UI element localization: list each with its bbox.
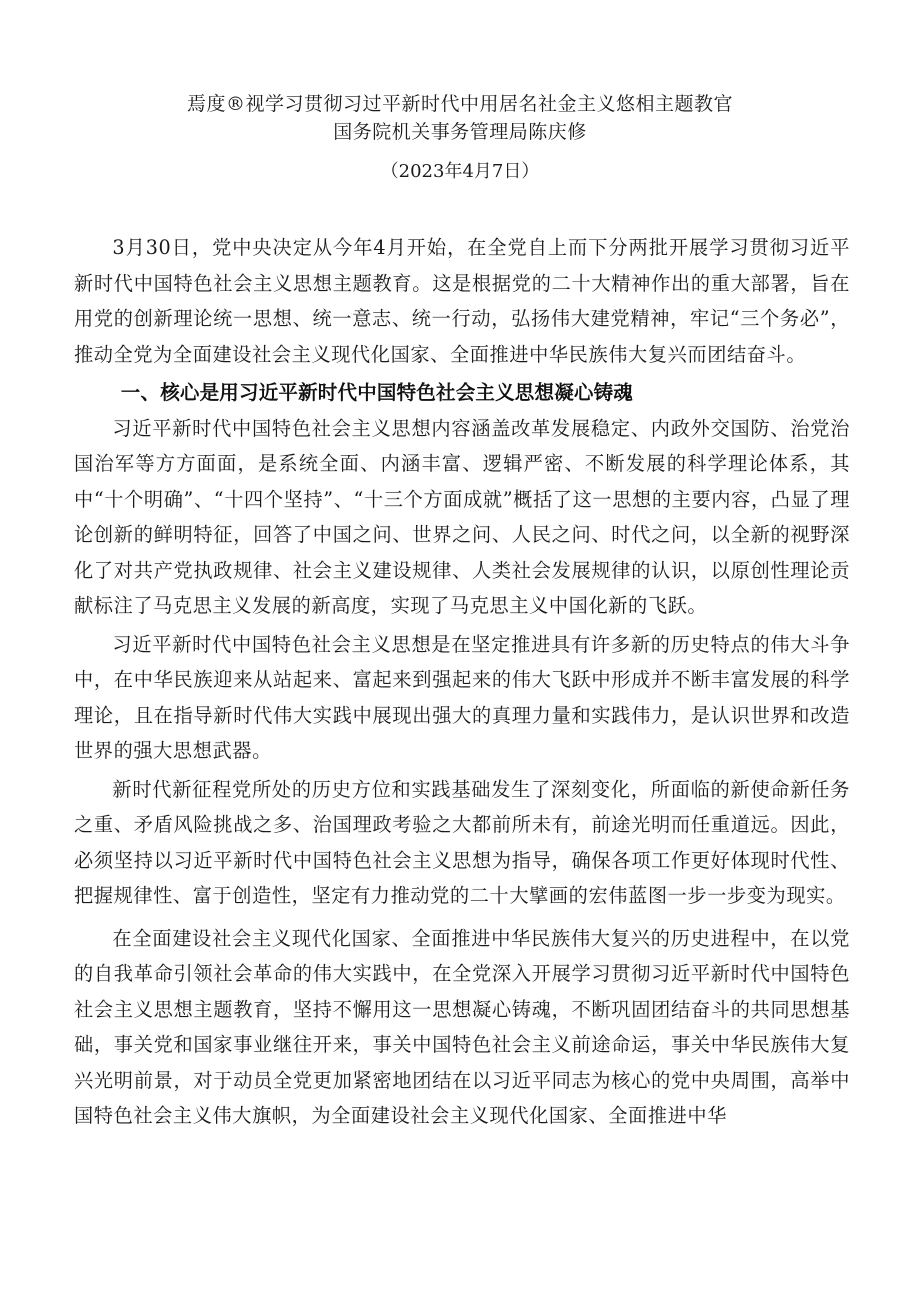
document-date: （2023年4月7日） xyxy=(380,161,540,182)
body-paragraph: 新时代新征程党所处的历史方位和实践基础发生了深刻变化，所面临的新使命新任务之重、矛盾风险挑战之多、治国理政考验之大都前所未有，前途光明而任重道远。因此，必须坚持以习近平新时代中国特色社会主义思想为指导，确保各项工作更好体现时代性、把握规律性、富于创造性，坚定有力推动党的二十大擘画的宏伟蓝图一步一步变为现实。 xyxy=(74,777,850,907)
document-author: 国务院机关事务管理局陈庆修 xyxy=(333,121,587,143)
body-paragraph: 在全面建设社会主义现代化国家、全面推进中华民族伟大复兴的历史进程中，在以党的自我革命引领社会革命的伟大实践中，在全党深入开展学习贯彻习近平新时代中国特色社会主义思想主题教育，坚持不懈用这一思想凝心铸魂，不断巩固团结奋斗的共同思想基础，事关党和国家事业继往开来，事关中国特色社会主义前途命运，事关中华民族伟大复兴光明前景，对于动员全党更加紧密地团结在以习近平同志为核心的党中央周围，高举中国特色社会主义伟大旗帜，为全面建设社会主义现代化国家、全面推进中华 xyxy=(74,926,850,1127)
section-heading: 一、核心是用习近平新时代中国特色社会主义思想凝心铸魂 xyxy=(120,381,633,404)
document-title: 焉度®视学习贯彻习过平新时代中用居名社金主义悠相主题教官 xyxy=(186,93,733,115)
body-paragraph: 习近平新时代中国特色社会主义思想内容涵盖改革发展稳定、内政外交国防、治党治国治军等方方面面，是系统全面、内涵丰富、逻辑严密、不断发展的科学理论体系，其中“十个明确”、“十四个坚持”、“十三个方面成就”概括了这一思想的主要内容，凸显了理论创新的鲜明特征，回答了中国之问、世界之问、人民之问、时代之问，以全新的视野深化了对共产党执政规律、社会主义建设规律、人类社会发展规律的认识，以原创性理论贡献标注了马克思主义发展的新高度，实现了马克思主义中国化新的飞跃。 xyxy=(74,416,850,617)
body-paragraph: 习近平新时代中国特色社会主义思想是在坚定推进具有许多新的历史特点的伟大斗争中，在中华民族迎来从站起来、富起来到强起来的伟大飞跃中形成并不断丰富发展的科学理论，且在指导新时代伟大实践中展现出强大的真理力量和实践伟力，是认识世界和改造世界的强大思想武器。 xyxy=(74,632,850,762)
document-body xyxy=(74,230,850,1134)
intro-paragraph: 3月30日，党中央决定从今年4月开始，在全党自上而下分两批开展学习贯彻习近平新时代中国特色社会主义思想主题教育。这是根据党的二十大精神作出的重大部署，旨在用党的创新理论统一思想、统一意志、统一行动，弘扬伟大建党精神，牢记“三个务必”，推动全党为全面建设社会主义现代化国家、全面推进中华民族伟大复兴而团结奋斗。 xyxy=(74,236,850,366)
